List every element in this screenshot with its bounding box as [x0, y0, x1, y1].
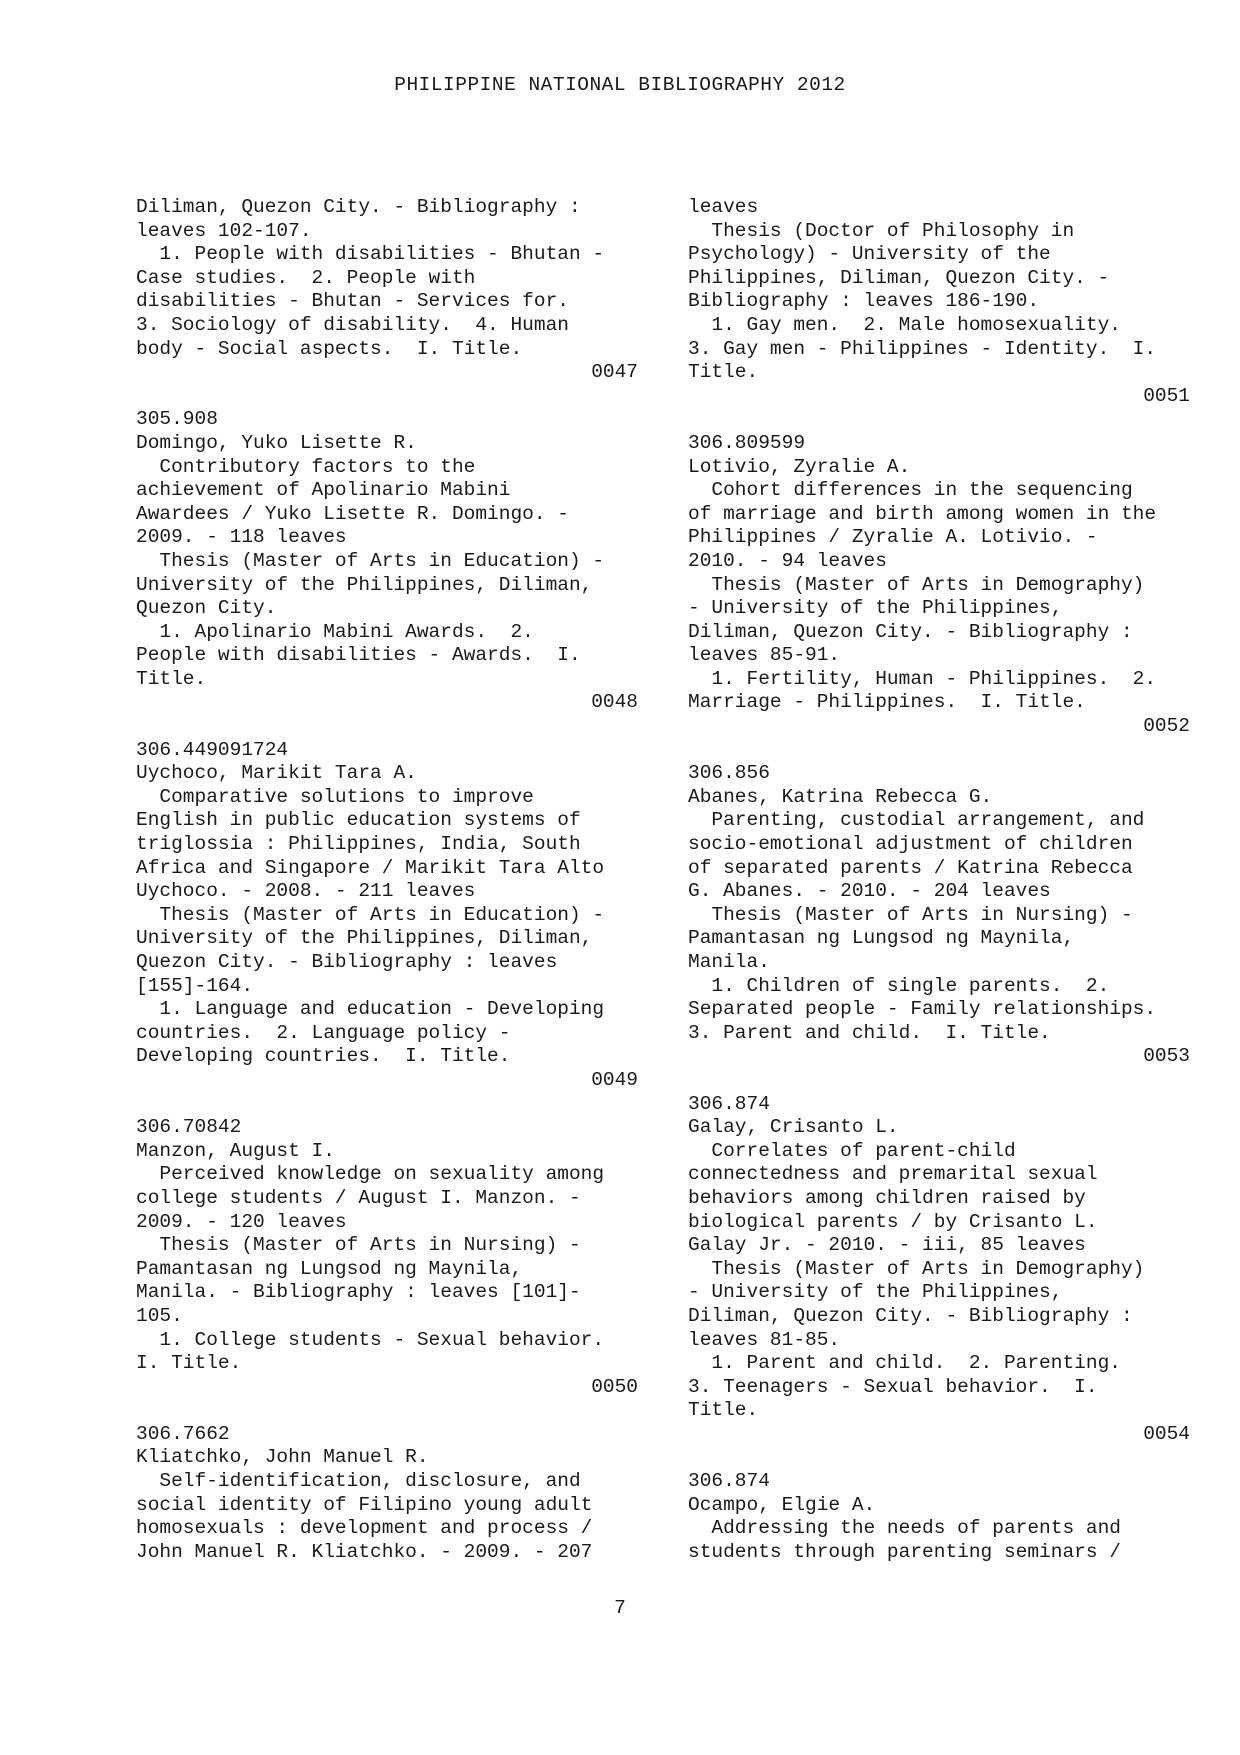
entry-line: Thesis (Master of Arts in Nursing) -: [136, 1234, 581, 1257]
entry-line: 3. Sociology of disability. 4. Human: [136, 313, 569, 336]
entry-line: Thesis (Master of Arts in Education) -: [136, 903, 605, 926]
entry-line: 306.874: [688, 1092, 770, 1115]
entry-line: 1. Language and education - Developing: [136, 998, 605, 1021]
entry-line: 305.908: [136, 408, 218, 431]
entry-line: connectedness and premarital sexual: [688, 1163, 1098, 1186]
entry-line: Title.: [688, 1399, 759, 1422]
entry-line: 1. People with disabilities - Bhutan -: [136, 243, 605, 266]
entry-line: 1. Apolinario Mabini Awards. 2.: [136, 620, 534, 643]
entry-line: Quezon City. - Bibliography : leaves: [136, 951, 558, 973]
entry-line: college students / August I. Manzon. -: [136, 1186, 581, 1209]
entry-line: socio-emotional adjustment of children: [688, 833, 1133, 856]
entry-line: of separated parents / Katrina Rebecca: [688, 856, 1133, 879]
entry-line: Title.: [136, 667, 207, 690]
entry-line: Lotivio, Zyralie A.: [688, 455, 911, 478]
entry-line: - University of the Philippines,: [688, 597, 1063, 620]
entry-line: Comparative solutions to improve: [136, 785, 534, 808]
spacer: [136, 1093, 638, 1117]
entry-line: Kliatchko, John Manuel R.: [136, 1446, 429, 1469]
entry-line: Correlates of parent-child: [688, 1139, 1016, 1162]
entry-line: students through parenting seminars /: [688, 1540, 1121, 1563]
entry-line: 2009. - 120 leaves: [136, 1210, 347, 1233]
entry-line: achievement of Apolinario Mabini: [136, 479, 511, 502]
entry-line: behaviors among children raised by: [688, 1186, 1086, 1209]
entry-line: Ocampo, Elgie A.: [688, 1493, 876, 1516]
spacer: [136, 1399, 638, 1423]
entry-line: 3. Gay men - Philippines - Identity. I.: [688, 337, 1157, 360]
spacer: [688, 739, 1190, 763]
entry-line: Quezon City.: [136, 597, 277, 620]
entry-line: biological parents / by Crisanto L.: [688, 1210, 1098, 1233]
page-header: PHILIPPINE NATIONAL BIBLIOGRAPHY 2012: [394, 74, 846, 96]
entry-line: Diliman, Quezon City. - Bibliography :: [688, 620, 1133, 643]
entry-line: leaves 81-85.: [688, 1328, 841, 1351]
entry-line: leaves 102-107.: [136, 219, 312, 242]
entry-line: Uychoco. - 2008. - 211 leaves: [136, 880, 476, 903]
record-number: 0054: [1143, 1422, 1190, 1445]
left-column: [136, 196, 638, 1564]
record-number: 0049: [591, 1068, 638, 1091]
spacer: [688, 1446, 1190, 1470]
entry-line: Perceived knowledge on sexuality among: [136, 1163, 605, 1186]
entry-line: 306.7662: [136, 1422, 230, 1445]
entry-line: 2010. - 94 leaves: [688, 549, 887, 572]
entry-line: homosexuals : development and process /: [136, 1517, 593, 1540]
entry-line: Uychoco, Marikit Tara A.: [136, 762, 417, 785]
entry-line: Thesis (Doctor of Philosophy in: [688, 219, 1075, 242]
record-number: 0053: [1143, 1045, 1190, 1068]
entry-line: 1. Parent and child. 2. Parenting.: [688, 1352, 1121, 1375]
entry-line: 306.874: [688, 1470, 770, 1493]
record-number: 0050: [591, 1375, 638, 1398]
entry-line: Title.: [688, 361, 759, 384]
entry-line: Diliman, Quezon City. - Bibliography :: [136, 196, 581, 218]
entry-line: 306.449091724: [136, 738, 289, 761]
entry-line: 1. Children of single parents. 2.: [688, 974, 1110, 997]
entry-line: social identity of Filipino young adult: [136, 1493, 593, 1516]
spacer: [136, 715, 638, 739]
entry-line: Bibliography : leaves 186-190.: [688, 290, 1040, 313]
entry-line: leaves: [688, 196, 759, 218]
entry-line: Galay, Crisanto L.: [688, 1116, 899, 1139]
right-column: [688, 196, 1190, 1564]
entry-line: 3. Teenagers - Sexual behavior. I.: [688, 1375, 1098, 1398]
entry-line: - University of the Philippines,: [688, 1281, 1063, 1304]
entry-line: University of the Philippines, Diliman,: [136, 573, 593, 596]
entry-line: I. Title.: [136, 1352, 242, 1375]
entry-line: University of the Philippines, Diliman,: [136, 927, 593, 950]
entry-line: countries. 2. Language policy -: [136, 1021, 511, 1044]
entry-line: Philippines, Diliman, Quezon City. -: [688, 266, 1110, 289]
entry-line: 306.809599: [688, 431, 806, 454]
entry-line: G. Abanes. - 2010. - 204 leaves: [688, 880, 1051, 903]
entry-line: leaves 85-91.: [688, 644, 841, 667]
record-number: 0051: [1143, 384, 1190, 407]
entry-line: John Manuel R. Kliatchko. - 2009. - 207: [136, 1540, 593, 1563]
entry-line: 1. College students - Sexual behavior.: [136, 1328, 605, 1351]
entry-line: Contributory factors to the: [136, 455, 476, 478]
entry-line: 306.70842: [136, 1116, 242, 1139]
entry-line: Manzon, August I.: [136, 1139, 335, 1162]
entry-line: 105.: [136, 1304, 183, 1327]
entry-line: English in public education systems of: [136, 809, 581, 832]
entry-line: disabilities - Bhutan - Services for.: [136, 290, 569, 313]
entry-line: Pamantasan ng Lungsod ng Maynila,: [688, 927, 1075, 950]
entry-line: Parenting, custodial arrangement, and: [688, 809, 1145, 832]
entry-line: Thesis (Master of Arts in Demography): [688, 573, 1145, 596]
spacer: [688, 1069, 1190, 1093]
spacer: [688, 408, 1190, 432]
entry-line: Awardees / Yuko Lisette R. Domingo. -: [136, 502, 569, 525]
entry-line: Self-identification, disclosure, and: [136, 1470, 581, 1493]
entry-line: Separated people - Family relationships.: [688, 998, 1157, 1021]
entry-line: Galay Jr. - 2010. - iii, 85 leaves: [688, 1234, 1086, 1257]
entry-line: triglossia : Philippines, India, South: [136, 833, 581, 856]
entry-line: 306.856: [688, 762, 770, 785]
entry-line: body - Social aspects. I. Title.: [136, 337, 523, 360]
entry-line: Case studies. 2. People with: [136, 266, 476, 289]
entry-line: Thesis (Master of Arts in Nursing) -: [688, 903, 1133, 926]
record-number: 0048: [591, 691, 638, 714]
entry-line: 3. Parent and child. I. Title.: [688, 1021, 1051, 1044]
entry-line: Developing countries. I. Title.: [136, 1045, 511, 1068]
entry-line: Diliman, Quezon City. - Bibliography :: [688, 1304, 1133, 1327]
spacer: [136, 385, 638, 409]
entry-line: Marriage - Philippines. I. Title.: [688, 691, 1086, 714]
entry-line: [155]-164.: [136, 974, 254, 997]
entry-line: People with disabilities - Awards. I.: [136, 644, 581, 667]
entry-line: Thesis (Master of Arts in Demography): [688, 1257, 1145, 1280]
entry-line: Africa and Singapore / Marikit Tara Alto: [136, 856, 605, 879]
page-number: 7: [614, 1597, 626, 1619]
entry-line: Manila.: [688, 951, 770, 973]
entry-line: Addressing the needs of parents and: [688, 1517, 1121, 1540]
entry-line: Manila. - Bibliography : leaves [101]-: [136, 1281, 581, 1304]
record-number: 0047: [591, 361, 638, 384]
entry-line: Domingo, Yuko Lisette R.: [136, 431, 417, 454]
entry-line: Thesis (Master of Arts in Education) -: [136, 549, 605, 572]
entry-line: 2009. - 118 leaves: [136, 526, 347, 549]
entry-line: of marriage and birth among women in the: [688, 502, 1157, 525]
entry-line: Philippines / Zyralie A. Lotivio. -: [688, 526, 1098, 549]
entry-line: 1. Fertility, Human - Philippines. 2.: [688, 667, 1157, 690]
record-number: 0052: [1143, 715, 1190, 738]
entry-line: Cohort differences in the sequencing: [688, 479, 1133, 502]
entry-line: Abanes, Katrina Rebecca G.: [688, 785, 993, 808]
entry-line: Pamantasan ng Lungsod ng Maynila,: [136, 1257, 523, 1280]
entry-line: 1. Gay men. 2. Male homosexuality.: [688, 313, 1121, 336]
entry-line: Psychology) - University of the: [688, 243, 1051, 266]
